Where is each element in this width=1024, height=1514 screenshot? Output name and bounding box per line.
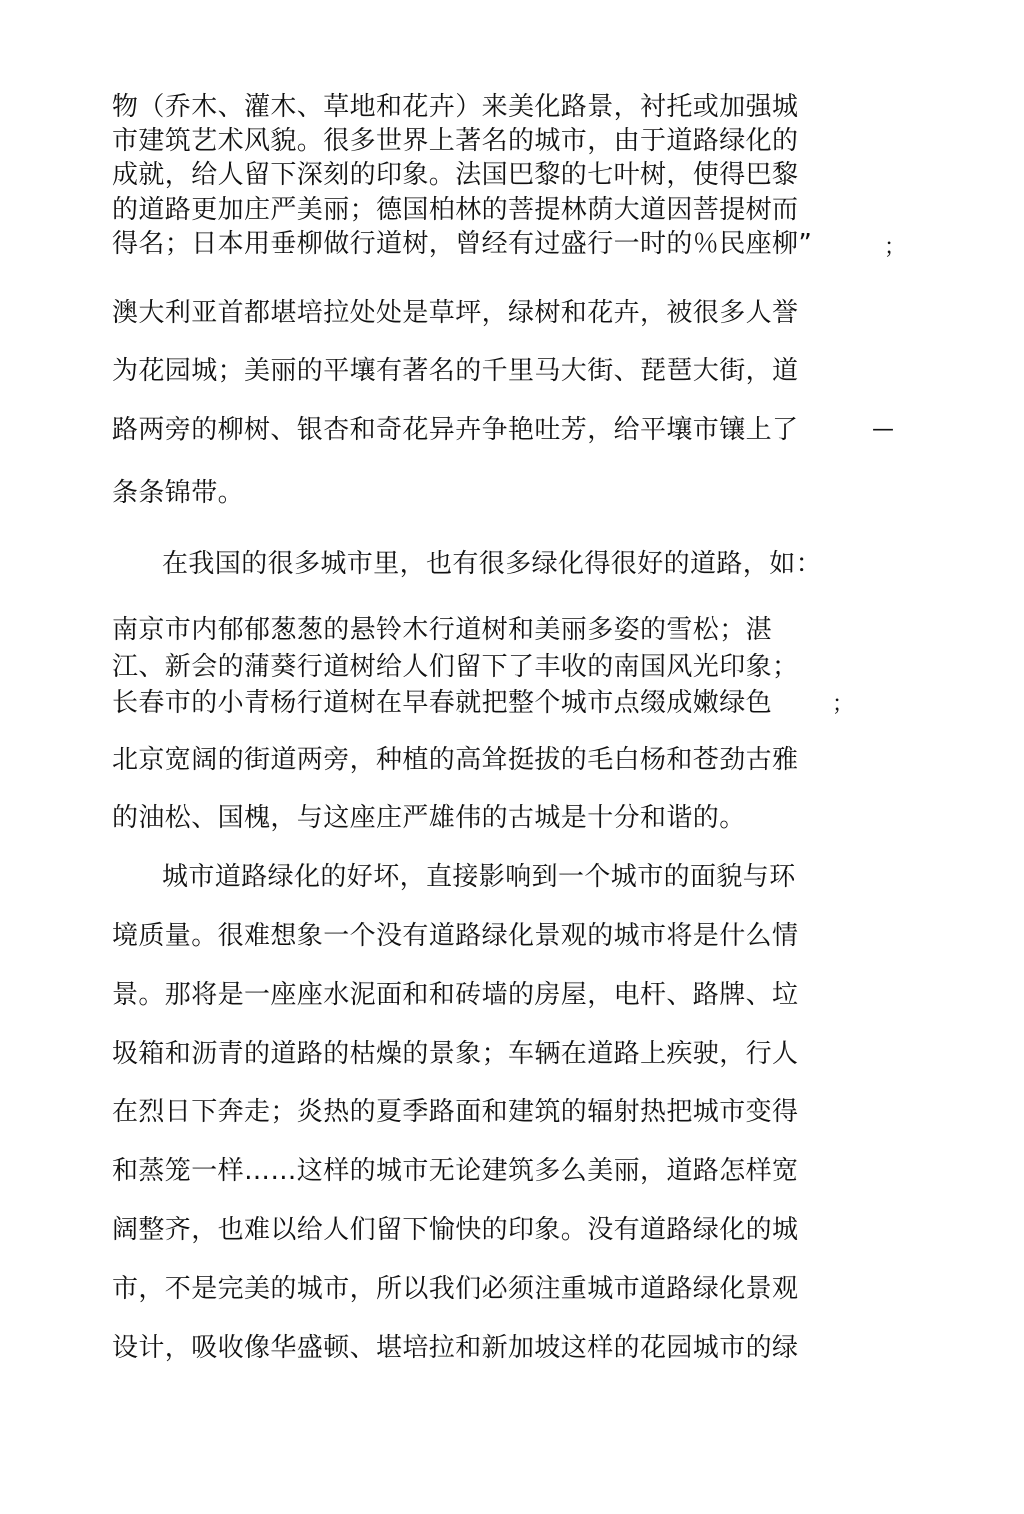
text-line: 的油松、国槐，与这座庄严雄伟的古城是十分和谐的。 bbox=[112, 803, 746, 833]
paragraph-first-line: 城市道路绿化的好坏，直接影响到一个城市的面貌与环 bbox=[162, 862, 796, 892]
text-line: 南京市内郁郁葱葱的悬铃木行道树和美丽多姿的雪松；湛 bbox=[112, 615, 773, 645]
text-line: 物（乔木、灌木、草地和花卉）来美化路景，衬托或加强城 bbox=[112, 92, 799, 122]
text-line: 为花园城；美丽的平壤有著名的千里马大街、琵琶大街，道 bbox=[112, 356, 799, 386]
text-line: 江、新会的蒲葵行道树给人们留下了丰收的南国风光印象； bbox=[112, 652, 799, 682]
text-line: 设计，吸收像华盛顿、堪培拉和新加坡这样的花园城市的绿 bbox=[112, 1333, 799, 1363]
text-line: 长春市的小青杨行道树在早春就把整个城市点缀成嫩绿色 bbox=[112, 688, 773, 718]
text-line: 景。那将是一座座水泥面和和砖墙的房屋，电杆、路牌、垃 bbox=[112, 980, 799, 1010]
text-line: 澳大利亚首都堪培拉处处是草坪，绿树和花卉，被很多人誉 bbox=[112, 298, 799, 328]
text-line: 路两旁的柳树、银杏和奇花异卉争艳吐芳，给平壤市镶上了 bbox=[112, 415, 799, 445]
text-line: 圾箱和沥青的道路的枯燥的景象；车辆在道路上疾驶，行人 bbox=[112, 1039, 799, 1069]
text-line: 北京宽阔的街道两旁，种植的高耸挺拔的毛白杨和苍劲古雅 bbox=[112, 745, 799, 775]
text-line: 在烈日下奔走；炎热的夏季路面和建筑的辐射热把城市变得 bbox=[112, 1097, 799, 1127]
text-line: 的道路更加庄严美丽；德国柏林的菩提林荫大道因菩提树而 bbox=[112, 195, 799, 225]
text-line: 境质量。很难想象一个没有道路绿化景观的城市将是什么情 bbox=[112, 921, 799, 951]
text-line: 得名；日本用垂柳做行道树，曾经有过盛行一时的％民座柳” bbox=[112, 229, 813, 259]
text-line: 阔整齐，也难以给人们留下愉快的印象。没有道路绿化的城 bbox=[112, 1215, 799, 1245]
line-end-mark: ； bbox=[832, 692, 855, 717]
text-line: 条条锦带。 bbox=[112, 478, 245, 508]
line-end-mark: ； bbox=[884, 235, 907, 260]
line-end-mark: — bbox=[872, 417, 894, 442]
text-line: 成就，给人留下深刻的印象。法国巴黎的七叶树，使得巴黎 bbox=[112, 160, 799, 190]
text-line: 市建筑艺术风貌。很多世界上著名的城市，由于道路绿化的 bbox=[112, 126, 799, 156]
text-line: 市，不是完美的城市，所以我们必须注重城市道路绿化景观 bbox=[112, 1274, 799, 1304]
paragraph-first-line: 在我国的很多城市里，也有很多绿化得很好的道路，如： bbox=[162, 549, 823, 579]
text-line: 和蒸笼一样……这样的城市无论建筑多么美丽，道路怎样宽 bbox=[112, 1156, 799, 1186]
